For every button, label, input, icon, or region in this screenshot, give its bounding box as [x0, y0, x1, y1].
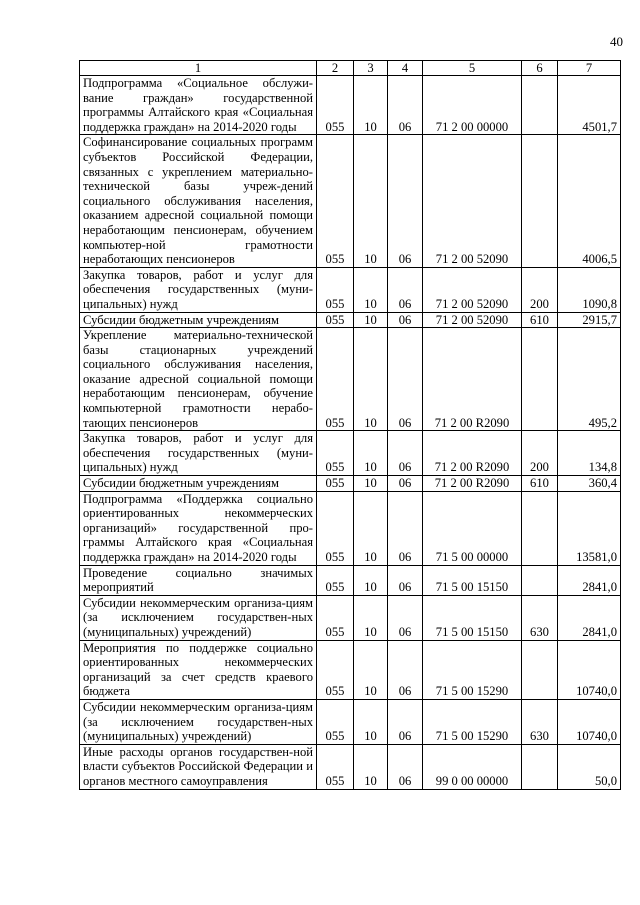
row-name-cell: Субсидии бюджетным учреждениям	[80, 312, 317, 328]
row-admin-code-cell: 055	[317, 431, 354, 476]
table-row	[80, 135, 621, 267]
row-target-article-cell: 71 2 00 00000	[423, 76, 522, 135]
row-target-article-cell: 71 5 00 15150	[423, 595, 522, 640]
row-section-cell: 10	[354, 491, 388, 565]
row-admin-code-cell: 055	[317, 312, 354, 328]
row-target-article-cell: 71 5 00 15290	[423, 640, 522, 699]
row-expense-type-cell: 200	[522, 267, 558, 312]
row-section-cell: 10	[354, 431, 388, 476]
row-name-cell: Подпрограмма «Поддержка социально ориентированных некоммерческих организаций» государственной про-граммы Алтайского края «Социальная поддержка граждан» на 2014-2020 годы	[80, 491, 317, 565]
row-amount-cell: 2841,0	[558, 565, 621, 595]
row-subsection-cell: 06	[388, 476, 423, 492]
row-section-cell: 10	[354, 76, 388, 135]
table-row	[80, 476, 621, 492]
row-amount-cell: 2841,0	[558, 595, 621, 640]
row-subsection-cell: 06	[388, 565, 423, 595]
row-target-article-cell: 71 2 00 R2090	[423, 328, 522, 431]
row-admin-code-cell: 055	[317, 328, 354, 431]
row-admin-code-cell: 055	[317, 267, 354, 312]
row-subsection-cell: 06	[388, 699, 423, 744]
row-target-article-cell: 71 2 00 52090	[423, 312, 522, 328]
column-header-7: 7	[558, 61, 621, 76]
row-target-article-cell: 71 5 00 00000	[423, 491, 522, 565]
column-header-4: 4	[388, 61, 423, 76]
row-target-article-cell: 99 0 00 00000	[423, 744, 522, 789]
row-subsection-cell: 06	[388, 328, 423, 431]
row-expense-type-cell	[522, 565, 558, 595]
row-expense-type-cell: 610	[522, 476, 558, 492]
row-amount-cell: 10740,0	[558, 699, 621, 744]
row-name-cell: Подпрограмма «Социальное обслужи-вание граждан» государственной программы Алтайского края «Социальная поддержка граждан» на 2014-2020 годы	[80, 76, 317, 135]
row-name-cell: Закупка товаров, работ и услуг для обеспечения государственных (муни-ципальных) нужд	[80, 431, 317, 476]
row-admin-code-cell: 055	[317, 699, 354, 744]
row-amount-cell: 4006,5	[558, 135, 621, 267]
table-row	[80, 267, 621, 312]
row-expense-type-cell: 630	[522, 595, 558, 640]
row-expense-type-cell: 630	[522, 699, 558, 744]
row-section-cell: 10	[354, 640, 388, 699]
row-amount-cell: 495,2	[558, 328, 621, 431]
column-header-6: 6	[522, 61, 558, 76]
row-subsection-cell: 06	[388, 431, 423, 476]
page-number: 40	[610, 34, 623, 49]
row-subsection-cell: 06	[388, 744, 423, 789]
row-amount-cell: 10740,0	[558, 640, 621, 699]
row-section-cell: 10	[354, 476, 388, 492]
row-subsection-cell: 06	[388, 267, 423, 312]
row-expense-type-cell	[522, 491, 558, 565]
row-expense-type-cell	[522, 76, 558, 135]
table-row	[80, 565, 621, 595]
row-section-cell: 10	[354, 699, 388, 744]
row-name-cell: Софинансирование социальных программ субъектов Российской Федерации, связанных с укреплением материально-технической базы учреж-дений социального обслуживания населения, оказанием адресной социальной помощи неработающим пенсионерам, обучением компьютер-ной грамотности неработающих пенсионеров	[80, 135, 317, 267]
row-subsection-cell: 06	[388, 491, 423, 565]
table-row	[80, 640, 621, 699]
row-name-cell: Закупка товаров, работ и услуг для обеспечения государственных (муни-ципальных) нужд	[80, 267, 317, 312]
row-expense-type-cell	[522, 135, 558, 267]
column-header-5: 5	[423, 61, 522, 76]
row-target-article-cell: 71 2 00 R2090	[423, 476, 522, 492]
row-amount-cell: 1090,8	[558, 267, 621, 312]
row-section-cell: 10	[354, 565, 388, 595]
row-name-cell: Укрепление материально-технической базы стационарных учреждений социального обслуживания населения, оказание адресной социальной помощи неработающим пенсионерам, обучение компьютерной грамотности нерабо-тающих пенсионеров	[80, 328, 317, 431]
row-name-cell: Субсидии некоммерческим организа-циям (за исключением государствен-ных (муниципальных) учреждений)	[80, 699, 317, 744]
row-amount-cell: 134,8	[558, 431, 621, 476]
row-admin-code-cell: 055	[317, 565, 354, 595]
table-row	[80, 312, 621, 328]
row-section-cell: 10	[354, 312, 388, 328]
table-body	[80, 76, 621, 790]
table-header-row	[80, 61, 621, 76]
row-subsection-cell: 06	[388, 135, 423, 267]
table-row	[80, 328, 621, 431]
row-admin-code-cell: 055	[317, 491, 354, 565]
row-section-cell: 10	[354, 135, 388, 267]
row-target-article-cell: 71 5 00 15150	[423, 565, 522, 595]
column-header-2: 2	[317, 61, 354, 76]
table-row	[80, 76, 621, 135]
column-header-3: 3	[354, 61, 388, 76]
column-header-1: 1	[80, 61, 317, 76]
row-admin-code-cell: 055	[317, 640, 354, 699]
row-expense-type-cell: 200	[522, 431, 558, 476]
row-section-cell: 10	[354, 595, 388, 640]
row-admin-code-cell: 055	[317, 595, 354, 640]
row-section-cell: 10	[354, 744, 388, 789]
row-amount-cell: 2915,7	[558, 312, 621, 328]
row-admin-code-cell: 055	[317, 76, 354, 135]
row-subsection-cell: 06	[388, 312, 423, 328]
row-target-article-cell: 71 2 00 52090	[423, 267, 522, 312]
row-amount-cell: 13581,0	[558, 491, 621, 565]
row-expense-type-cell	[522, 328, 558, 431]
row-expense-type-cell	[522, 744, 558, 789]
table-row	[80, 699, 621, 744]
table-row	[80, 595, 621, 640]
table-row	[80, 431, 621, 476]
row-target-article-cell: 71 5 00 15290	[423, 699, 522, 744]
row-name-cell: Мероприятия по поддержке социально ориентированных некоммерческих организаций за счет средств краевого бюджета	[80, 640, 317, 699]
row-name-cell: Субсидии некоммерческим организа-циям (за исключением государствен-ных (муниципальных) учреждений)	[80, 595, 317, 640]
row-section-cell: 10	[354, 328, 388, 431]
row-subsection-cell: 06	[388, 76, 423, 135]
row-name-cell: Субсидии бюджетным учреждениям	[80, 476, 317, 492]
row-subsection-cell: 06	[388, 640, 423, 699]
table-row	[80, 491, 621, 565]
table-row	[80, 744, 621, 789]
row-amount-cell: 50,0	[558, 744, 621, 789]
row-admin-code-cell: 055	[317, 744, 354, 789]
row-expense-type-cell: 610	[522, 312, 558, 328]
budget-table	[79, 60, 621, 790]
row-amount-cell: 4501,7	[558, 76, 621, 135]
row-amount-cell: 360,4	[558, 476, 621, 492]
row-target-article-cell: 71 2 00 52090	[423, 135, 522, 267]
row-subsection-cell: 06	[388, 595, 423, 640]
row-target-article-cell: 71 2 00 R2090	[423, 431, 522, 476]
row-expense-type-cell	[522, 640, 558, 699]
row-admin-code-cell: 055	[317, 476, 354, 492]
row-admin-code-cell: 055	[317, 135, 354, 267]
row-section-cell: 10	[354, 267, 388, 312]
row-name-cell: Проведение социально значимых мероприятий	[80, 565, 317, 595]
row-name-cell: Иные расходы органов государствен-ной власти субъектов Российской Федерации и органов местного самоуправления	[80, 744, 317, 789]
